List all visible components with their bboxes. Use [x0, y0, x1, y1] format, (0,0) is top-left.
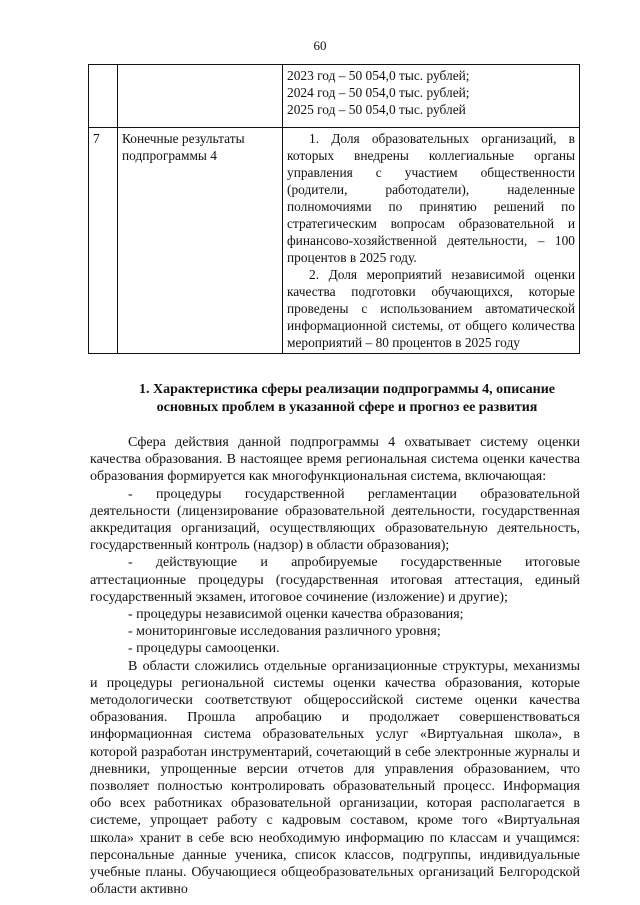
section-heading: [112, 381, 582, 417]
table-row: [89, 65, 580, 128]
result-paragraph: 2. Доля мероприятий независимой оценки качества подготовки обучающихся, которые проведены с использованием автоматической информационной системы, от общего количества мероприятий – 80 процентов в 2025 году: [287, 267, 575, 350]
row-number-cell: [89, 65, 118, 128]
results-cell: [283, 128, 580, 354]
list-item: - процедуры независимой оценки качества образования;: [128, 607, 464, 623]
list-item: - действующие и апробируемые государственные итоговые аттестационные процедуры (государственная итоговая аттестация, единый государственный экзамен, итоговое сочинение (изложение) и другие);: [90, 555, 580, 605]
section-heading-line: 1. Характеристика сферы реализации подпрограммы 4, описание: [138, 382, 556, 397]
table-row: [89, 128, 580, 354]
page-number: 60: [313, 38, 327, 53]
section-heading-line: основных проблем в указанной сфере и прогноз ее развития: [156, 400, 538, 415]
row-name-cell: Конечные результаты подпрограммы 4: [118, 128, 283, 354]
budget-line: 2025 год – 50 054,0 тыс. рублей: [287, 102, 466, 117]
body-paragraph: В области сложились отдельные организационные структуры, механизмы и процедуры региональной системы оценки качества образования, которые методологически соответствуют общероссийской системе оценки качества образования. Прошла апробацию и продолжает совершенствоваться информационная система образовательных услуг «Виртуальная школа», в которой разработан инструментарий, сочетающий в себе электронные журналы и дневники, упрощенные версии отчетов для управления образованием, что позволяет полностью контролировать образовательный процесс. Информация обо всех работниках образовательной организации, которая располагается в системе, упрощает работу с кадровым составом, кроме того «Виртуальная школа» хранит в себе всю необходимую информацию по классам и учащимся: персональные данные ученика, список классов, подгруппы, индивидуальные учебные планы. Обучающиеся общеобразовательных организаций Белгородской области активно: [90, 658, 580, 898]
budget-line: 2024 год – 50 054,0 тыс. рублей;: [287, 85, 470, 100]
body-text: [90, 434, 580, 898]
list-item: - процедуры самооценки.: [128, 641, 280, 657]
list-item: - мониторинговые исследования различного уровня;: [128, 624, 441, 640]
list-item: - процедуры государственной регламентации образовательной деятельности (лицензирование образовательной деятельности, государственная аккредитация организаций, осуществляющих образовательную деятельность, государственный контроль (надзор) в области образования);: [90, 486, 580, 554]
budget-values-cell: [283, 65, 580, 128]
budget-line: 2023 год – 50 054,0 тыс. рублей;: [287, 68, 470, 83]
row-name-cell: [118, 65, 283, 128]
passport-table: [88, 64, 580, 354]
result-paragraph: 1. Доля образовательных организаций, в которых внедрены коллегиальные органы управления с участием общественности (родители, работодатели), наделенные полномочиями по принятию решений по стратегическим вопросам образовательной и финансово-хозяйственной деятельности, – 100 процентов в 2025 году.: [287, 131, 575, 265]
body-paragraph: Сфера действия данной подпрограммы 4 охватывает систему оценки качества образования. В настоящее время региональная система оценки качества образования формируется как многофункциональная система, включающая:: [90, 435, 580, 485]
row-number-cell: 7: [89, 128, 118, 354]
